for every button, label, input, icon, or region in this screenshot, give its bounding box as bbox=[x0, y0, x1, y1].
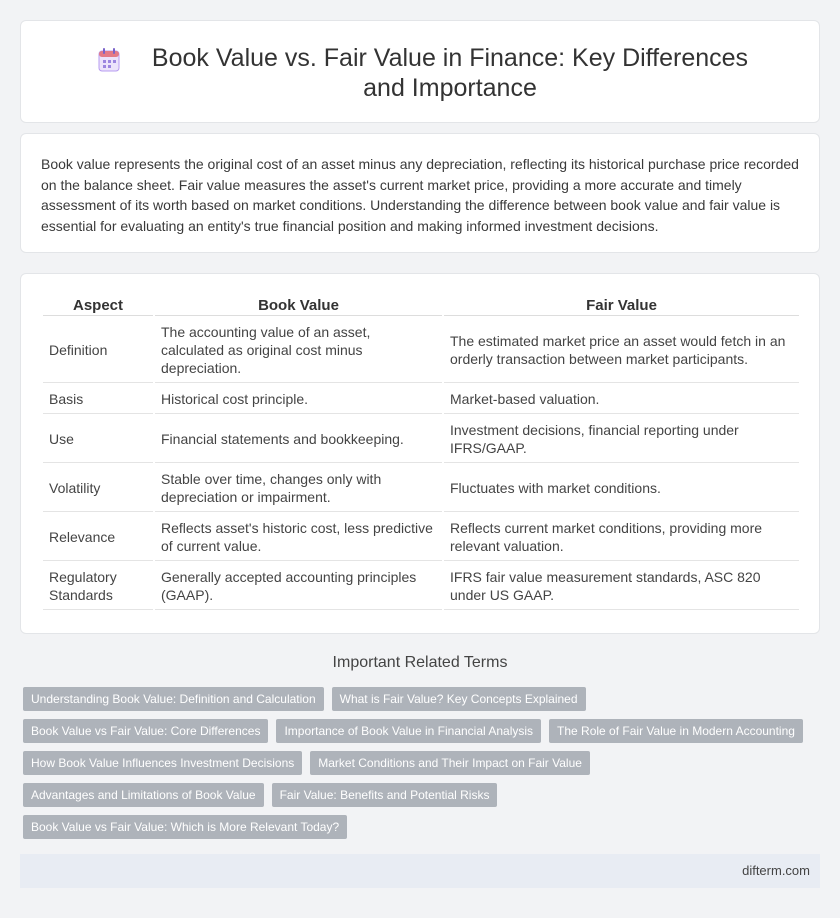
footer-site-link[interactable]: difterm.com bbox=[742, 863, 810, 878]
header-aspect: Aspect bbox=[43, 296, 153, 316]
header-fair-value: Fair Value bbox=[444, 296, 799, 316]
related-term-link[interactable]: Fair Value: Benefits and Potential Risks bbox=[272, 783, 498, 807]
cell-book-value: Reflects asset's historic cost, less predictive of current value. bbox=[155, 514, 442, 561]
cell-book-value: Stable over time, changes only with depreciation or impairment. bbox=[155, 465, 442, 512]
header bbox=[21, 43, 819, 103]
table-row bbox=[43, 563, 799, 610]
cell-fair-value: IFRS fair value measurement standards, ASC 820 under US GAAP. bbox=[444, 563, 799, 610]
intro-card bbox=[20, 133, 820, 253]
cell-aspect: Regulatory Standards bbox=[43, 563, 153, 610]
cell-aspect: Relevance bbox=[43, 514, 153, 561]
cell-aspect: Definition bbox=[43, 318, 153, 383]
cell-aspect: Use bbox=[43, 416, 153, 463]
tag-row bbox=[23, 815, 823, 839]
cell-fair-value: Fluctuates with market conditions. bbox=[444, 465, 799, 512]
page-title: Book Value vs. Fair Value in Finance: Key Differences and Importance bbox=[151, 44, 749, 102]
cell-fair-value: Investment decisions, financial reporting under IFRS/GAAP. bbox=[444, 416, 799, 463]
tag-row bbox=[23, 719, 823, 743]
related-term-link[interactable]: How Book Value Influences Investment Decisions bbox=[23, 751, 302, 775]
intro-paragraph: Book value represents the original cost of an asset minus any depreciation, reflecting its historical purchase price recorded on the balance sheet. Fair value measures the asset's current market price, providing a more accurate and timely assessment of its worth based on market conditions. Understanding the difference between book value and fair value is essential for evaluating an entity's true financial position and making informed investment decisions. bbox=[41, 156, 799, 234]
header-book-value: Book Value bbox=[155, 296, 442, 316]
table-row bbox=[43, 465, 799, 512]
table-row bbox=[43, 385, 799, 414]
table-header-row bbox=[43, 296, 799, 316]
related-term-link[interactable]: The Role of Fair Value in Modern Accounting bbox=[549, 719, 803, 743]
related-term-link[interactable]: Book Value vs Fair Value: Which is More Relevant Today? bbox=[23, 815, 347, 839]
comparison-table bbox=[41, 294, 801, 612]
tag-row bbox=[23, 751, 823, 775]
related-term-link[interactable]: Importance of Book Value in Financial Analysis bbox=[276, 719, 541, 743]
table-row bbox=[43, 318, 799, 383]
calendar-icon bbox=[97, 47, 121, 73]
related-term-link[interactable]: Understanding Book Value: Definition and Calculation bbox=[23, 687, 324, 711]
related-terms-list bbox=[23, 687, 823, 847]
table-row bbox=[43, 514, 799, 561]
tag-row bbox=[23, 783, 823, 807]
related-term-link[interactable]: What is Fair Value? Key Concepts Explained bbox=[332, 687, 586, 711]
cell-aspect: Volatility bbox=[43, 465, 153, 512]
related-term-link[interactable]: Book Value vs Fair Value: Core Differences bbox=[23, 719, 268, 743]
cell-book-value: The accounting value of an asset, calculated as original cost minus depreciation. bbox=[155, 318, 442, 383]
cell-fair-value: Reflects current market conditions, providing more relevant valuation. bbox=[444, 514, 799, 561]
cell-aspect: Basis bbox=[43, 385, 153, 414]
cell-book-value: Financial statements and bookkeeping. bbox=[155, 416, 442, 463]
header-card bbox=[20, 20, 820, 123]
cell-fair-value: Market-based valuation. bbox=[444, 385, 799, 414]
related-term-link[interactable]: Advantages and Limitations of Book Value bbox=[23, 783, 264, 807]
tag-row bbox=[23, 687, 823, 711]
related-term-link[interactable]: Market Conditions and Their Impact on Fair Value bbox=[310, 751, 590, 775]
related-terms-title: Important Related Terms bbox=[332, 654, 508, 671]
cell-book-value: Historical cost principle. bbox=[155, 385, 442, 414]
footer bbox=[20, 854, 820, 888]
comparison-card bbox=[20, 273, 820, 634]
cell-fair-value: The estimated market price an asset would fetch in an orderly transaction between market participants. bbox=[444, 318, 799, 383]
table-row bbox=[43, 416, 799, 463]
cell-book-value: Generally accepted accounting principles (GAAP). bbox=[155, 563, 442, 610]
